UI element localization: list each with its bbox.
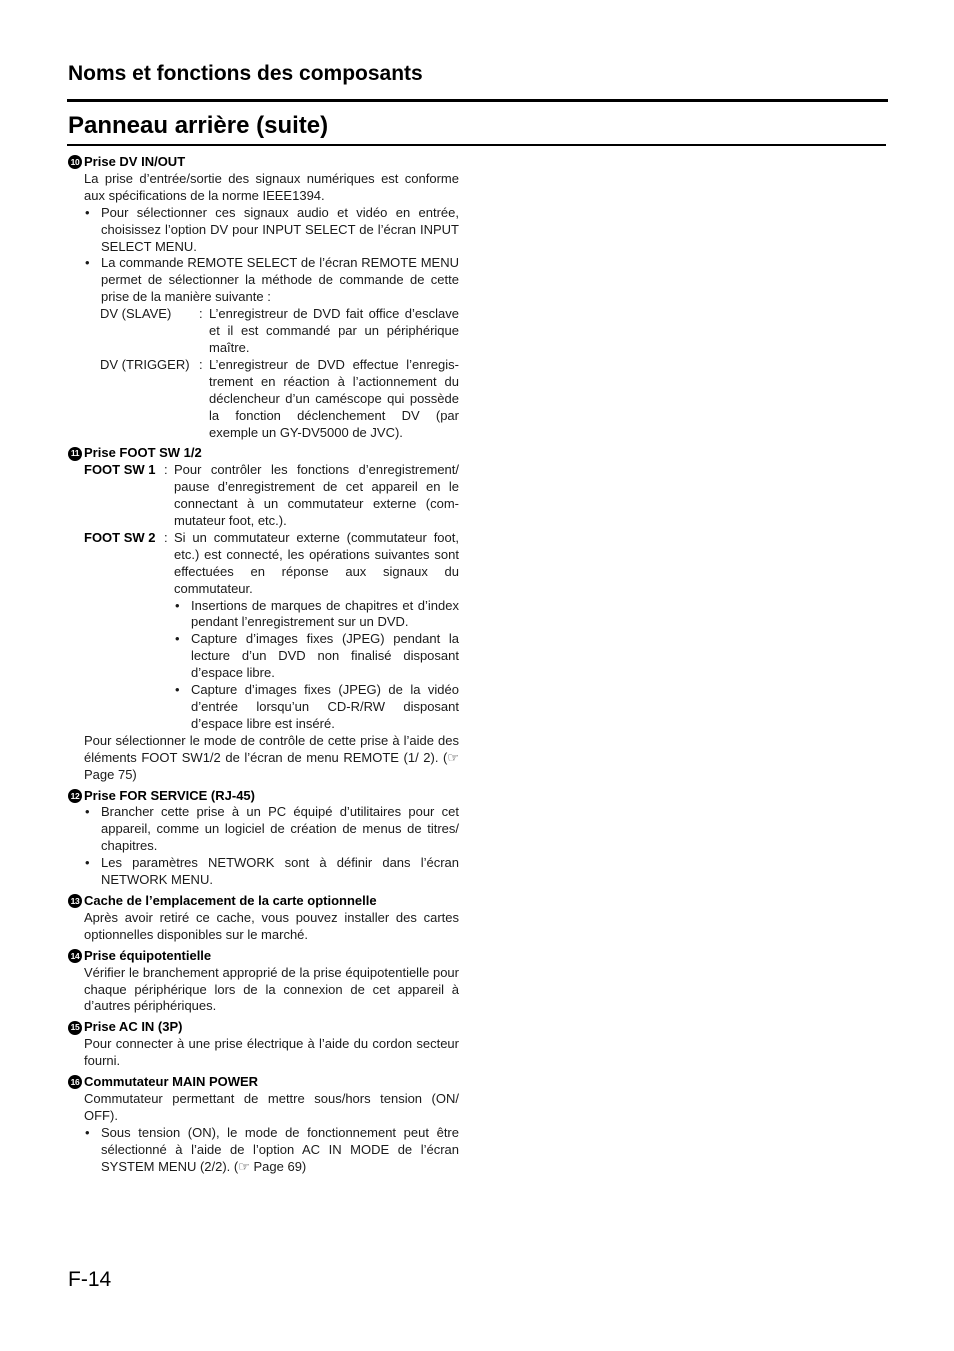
bullet-item: • Les paramètres NETWORK sont à définir dans l’écran NETWORK MENU. <box>85 855 459 888</box>
item-foot-sw <box>68 445 459 783</box>
item-heading <box>68 445 459 462</box>
item-title: Commutateur MAIN POWER <box>84 1074 259 1090</box>
item-number-badge: 11 <box>68 447 82 461</box>
definition-term: FOOT SW 2 <box>84 529 156 545</box>
definition-desc: L’enregistreur de DVD effectue l’enregistrement en réaction à l’actionnement du déclencheur d’un caméscope qui possède la fonction déclenchement DV (par exemple un GY-DV5000 de JVC). <box>209 356 459 440</box>
sub-bullet-item: • Capture d’images fixes (JPEG) pendant la lecture d’un DVD non finalisé disposant d’espace libre. <box>175 631 459 681</box>
definition-term: FOOT SW 1 <box>84 462 156 478</box>
item-equipotential <box>68 948 459 1016</box>
definition-row: FOOT SW 1 : Pour contrôler les fonctions d’enregistrement/ pause d’enregistrement de cet appareil en le connectant à un commutateur externe (commutateur foot, etc.). <box>84 462 459 529</box>
definition-term: DV (SLAVE) <box>100 306 172 322</box>
definition-desc: L’enregistreur de DVD fait office d’esclave et il est commandé par un périphérique maître. <box>209 306 459 355</box>
definition-desc: Si un commutateur externe (commutateur foot, etc.) est connecté, les opérations suivantes sont effectuées en réponse aux signaux du commutateur. • Insertions de marques de chapitres et d’index pendant l’enregistrement sur un DVD. • Capture d’images fixes (JPEG) pendant la lecture d’un DVD non finalisé disposant d’espace libre. • Capture d’images fixes (JPEG) de la vidéo d’entrée lorsqu’un CD-R/RW disposant d’espace libre est inséré. <box>174 529 459 731</box>
item-intro: Vérifier le branchement approprié de la prise équipotentielle pour chaque périphérique lors de la connexion de cet appareil à d’autres périphériques. <box>84 964 459 1014</box>
title-divider <box>67 144 886 146</box>
definition-row: DV (SLAVE) : L’enregistreur de DVD fait office d’esclave et il est commandé par un périphérique maître. <box>100 306 459 355</box>
item-intro: Pour connecter à une prise électrique à l’aide du cordon secteur fourni. <box>84 1036 459 1069</box>
sub-bullet-item: • Insertions de marques de chapitres et d’index pendant l’enregistrement sur un DVD. <box>175 597 459 630</box>
item-heading <box>68 1074 459 1091</box>
item-dv-in-out <box>68 154 459 441</box>
item-title: Prise DV IN/OUT <box>84 154 186 169</box>
item-number-badge: 15 <box>68 1021 82 1035</box>
bullet-item: • Pour sélectionner ces signaux audio et vidéo en entrée, choisissez l’option DV pour INPUT SELECT de l’écran INPUT SELECT MENU. <box>85 204 459 254</box>
item-title: Prise FOOT SW 1/2 <box>84 445 202 461</box>
item-option-card-cover <box>68 893 459 944</box>
section-divider <box>67 99 888 102</box>
item-heading <box>68 788 459 805</box>
item-title: Prise équipotentielle <box>84 947 212 963</box>
item-number-badge: 14 <box>68 949 82 963</box>
item-intro: Après avoir retiré ce cache, vous pouvez installer des cartes optionnelles disponibles sur le marché. <box>84 909 459 942</box>
definition-row: DV (TRIGGER) : L’enregistreur de DVD effectue l’enregistrement en réaction à l’actionnement du déclencheur d’un caméscope qui possède la fonction déclenchement DV (par exemple un GY-DV5000 de JVC). <box>100 356 459 440</box>
definition-row: FOOT SW 2 : Si un commutateur externe (commutateur foot, etc.) est connecté, les opérations suivantes sont effectuées en réponse aux signaux du commutateur. • Insertions de marques de chapitres et d’index pendant l’enregistrement sur un DVD. • Capture d’images fixes (JPEG) pendant la lecture d’un DVD non finalisé disposant d’espace libre. • Capture d’images fixes (JPEG) de la vidéo d’entrée lorsqu’un CD-R/RW disposant d’espace libre est inséré. <box>84 529 459 731</box>
bullet-item: • Brancher cette prise à un PC équipé d’utilitaires pour cet appareil, comme un logiciel de création de menus de titres/ chapitres. <box>85 804 459 854</box>
item-number-badge: 12 <box>68 789 82 803</box>
page-title: Panneau arrière (suite) <box>68 112 329 139</box>
sub-bullet-item: • Capture d’images fixes (JPEG) de la vidéo d’entrée lorsqu’un CD-R/RW disposant d’espace libre est inséré. <box>175 682 459 731</box>
item-intro: La prise d’entrée/sortie des signaux numériques est conforme aux spécifications de la norme IEEE1394. <box>84 170 459 203</box>
item-number-badge: 10 <box>68 155 82 169</box>
section-title: Noms et fonctions des composants <box>68 62 423 85</box>
item-number-badge: 16 <box>68 1075 82 1089</box>
bullet-item: • Sous tension (ON), le mode de fonctionnement peut être sélectionné à l’aide de l’option AC IN MODE de l’écran SYSTEM MENU (2/2). (☞ Page 69) <box>85 1124 459 1174</box>
item-ac-in <box>68 1019 459 1070</box>
content-column <box>68 154 459 1179</box>
item-heading <box>68 893 459 910</box>
item-heading <box>68 154 459 171</box>
page-number: F-14 <box>68 1268 112 1291</box>
definition-desc: Pour contrôler les fonctions d’enregistrement/ pause d’enregistrement de cet appareil en le connectant à un commutateur externe (commutateur foot, etc.). <box>174 462 459 529</box>
bullet-item: • La commande REMOTE SELECT de l’écran REMOTE MENU permet de sélectionner la méthode de commande de cette prise de la manière suivante : <box>85 255 459 305</box>
item-title: Cache de l’emplacement de la carte optionnelle <box>84 892 377 908</box>
definition-term: DV (TRIGGER) <box>100 356 190 372</box>
item-outro: Pour sélectionner le mode de contrôle de cette prise à l’aide des éléments FOOT SW1/2 de l’écran de menu REMOTE (1/ 2). (☞ Page 75) <box>84 732 459 782</box>
item-title: Prise AC IN (3P) <box>84 1019 183 1035</box>
item-heading <box>68 948 459 965</box>
item-heading <box>68 1019 459 1036</box>
item-title: Prise FOR SERVICE (RJ-45) <box>84 787 255 803</box>
item-intro: Commutateur permettant de mettre sous/hors tension (ON/ OFF). <box>84 1090 459 1123</box>
item-main-power <box>68 1074 459 1175</box>
item-for-service <box>68 788 459 889</box>
item-number-badge: 13 <box>68 894 82 908</box>
